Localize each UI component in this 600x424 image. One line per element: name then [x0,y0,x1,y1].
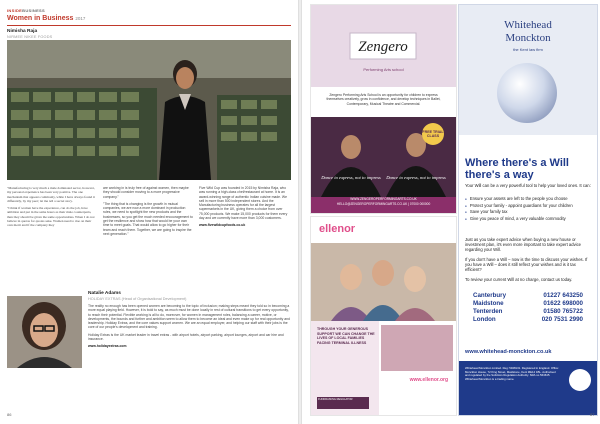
left-page [0,0,298,424]
whm-para: To review your current Will at no charge, contact us today. [465,277,573,282]
whm-bullet: ● Protect your family - appoint guardians for your children [465,203,593,210]
zengero-ad[interactable] [310,4,457,214]
whm-url[interactable]: www.whitehead-monckton.co.uk [465,349,552,355]
byline2-name: Natalie Adams [88,291,121,296]
ellenor-ad[interactable] [310,216,457,416]
masthead [7,8,45,13]
whm-para: Just as you take expert advice when buying a new house or investment plan, it's even more important to take expert advice regarding your Will. [465,237,582,253]
ellenor-family-graphic [311,243,456,321]
article2-paragraph: The reality no enough has been opened women are becoming to the topic of inclusion; making steps meant they told so in becoming a more equal playing field. However, it is bold to say, as much must be done locally in rest of cultural transitions to get every opportunity, to reach their potential. Flexible working is all to do, moreover, for women in management roles, balancing a career, motive, or developments, the bounds and further and ambition seem to allow them to become an ideal and even make up for real opportunity and leadership. Holiday Extras, and the core values support women. We are an equal employer, and helping our staff with their jobs is the core of our people's development and training. [88,304,290,330]
accreditation-logo-icon [569,369,591,391]
whm-intro: Your Will can be a very powerful tool to help your loved ones. It can: [465,183,591,188]
office-phone: 020 7531 2990 [541,316,583,323]
article2-url[interactable]: www.holidayextras.com [88,344,127,349]
byline-name: Nimisha Raja [7,29,38,34]
article1-col-left [7,186,97,231]
article2-paragraph: Holiday Extras is the UK market leader in travel extras - with airport hotels, airport parking, airport lounges, airport and car hire and insurance. [88,332,284,342]
zengero-footer-url[interactable]: WWW.ZENGEROPERFORMINGARTS.CO.UK [350,197,417,201]
right-page [302,0,600,424]
whm-headline: Where there's a Will there's a way [465,157,569,181]
whitehead-monckton-ad[interactable] [458,4,598,416]
whm-office-row[interactable] [473,292,583,300]
whm-office-row[interactable] [473,308,583,316]
section-name: Women in Business [7,15,74,22]
factory-photo [7,40,291,180]
free-trial-badge: FREE TRIAL CLASS [422,123,444,145]
article1-col-right [199,186,291,231]
portrait-photo [7,296,82,368]
portrait-photo-graphic [7,296,82,368]
ellenor-photo-secondary [381,325,453,371]
header-rule [7,25,291,26]
whm-bullet: ● Save your family tax [465,209,593,216]
whm-office-list [473,292,583,324]
ellenor-message: THROUGH YOUR GENEROUS SUPPORT WE CAN CHANGE THE LIVES OF LOCAL FAMILIES FACING TERMINAL ILLNESS [317,327,375,345]
article2-body [88,304,291,352]
crystal-ball-icon [497,63,557,123]
office-town: London [473,316,496,323]
whm-bullets [465,196,593,222]
section-title [7,15,85,22]
masthead-brand-sub: BUSINESS [22,8,45,13]
office-phone: 01227 643250 [543,292,583,299]
ellenor-url[interactable]: www.ellenor.org [409,377,448,383]
office-town: Maidstone [473,300,504,307]
office-town: Tenterden [473,308,503,315]
hoodie-text-right: Dance to express, not to impress [386,175,446,180]
zengero-header [311,5,456,87]
office-phone: 01622 698000 [543,300,583,307]
article1-paragraph: Five Wild Cup was founded in 2015 by Nimisha Raja, who was running a high-class chef/restaurant at home. It is an award-winning range of authentic Indian cuisine made. We sell in more than 500 independent stores. And the Manufacturing business operates for all the largest supermarkets in the UK, giving them a choice from over 75,000 products. We make 15,000 products for them every day and we currently have more than 3,000 customers. [199,186,288,221]
whm-para: If you don't have a Will – now is the time to discuss your wishes. If you have a Will – does it still reflect your wishes and is it tax efficient? [465,257,588,273]
byline-role: NIRMEE NIKEE FOODS [7,35,53,39]
whm-office-row[interactable] [473,300,583,308]
ellenor-photo [311,243,456,321]
zengero-footer [311,197,456,213]
zengero-footer-contact: HELLO@ZENGEROPERFORMINGARTS.CO.UK | 07000 000000 [336,202,431,206]
whm-name-line1: Whitehead [504,19,552,31]
whm-name-line2: Monckton [505,32,551,44]
zengero-tagline: Performing Arts school [363,67,404,72]
whm-bullet: ● Ensure your assets are left to the people you choose [465,196,593,203]
fundraising-regulator-badge: FUNDRAISING REGULATOR [317,397,369,409]
article1-paragraph: are working in is truly free of against women, then maybe they should consider moving to a more progressive company." [103,186,189,199]
masthead-brand: INSIDE [7,8,23,13]
office-phone: 01580 765722 [543,308,583,315]
svg-text:Zengero: Zengero [358,39,408,55]
hoodie-text-left: Dance to express, not to impress [321,175,381,180]
page-number-right: 87 [590,412,595,417]
page-number-left: 86 [7,412,12,417]
ellenor-logo: ellenor [319,223,356,235]
article1-url[interactable]: www.fivewildcupfoods.co.uk [199,223,246,228]
article1-col-mid [103,186,193,239]
zengero-body: Zengero Performing Arts School is an opportunity for children to express themselves creatively, grow in confidence, and develop techniques in Ballet, Contemporary, Musical Theatre and Commercial. [326,93,441,106]
byline2-role: HOLIDAY EXTRAS (Head of Organisational Development) [88,297,187,301]
zengero-logo-icon [349,27,417,65]
whm-subtitle: the Kent law firm [513,47,543,52]
factory-photo-graphic [7,40,291,180]
article1-paragraph: "Manufacturing is very much a male dominated sector, however, my personal experience has been very positive. The one mechanism that appears commonly, while I have always found it differently, by my peer; let me tell a secret story. [7,186,95,203]
article1-paragraph: "I think if women have the experience, can do the job, have ambition and put in the same hours as their male counterparts, then they should be given the same opportunities. When I do not believe in quotas for quotas sake. Women need to rise on their own merit and if the company they [7,206,95,228]
whm-office-row[interactable] [473,316,583,324]
whm-logo [459,19,597,45]
whm-bullet: ● Give you peace of mind, a very valuable commodity [465,216,593,223]
whm-footer [459,361,597,415]
whm-header [459,5,597,135]
whm-footer-text: Whitehead Monckton Limited. Reg: 5948131. Registered in England. Office: Monckton House, 72 King Street, Maidstone, Kent ME14 1BL. Authorised and regulated by the Solicitors Regulation Authority. SRA no 564645. Whitehead Monckton is a trading name. [465,366,559,381]
office-town: Canterbury [473,292,507,299]
article1-paragraph: "The thing that is changing is the growth in mutual companies, we are now a more dominant in production rules, we need to spotlight the new products and the businesses, so you get the much needed encouragement to get the resilience and show how that would be your own time to meet goals. That would allow to go higher for their team and reach them. Together, we are going to inspire the next generation." [103,201,193,236]
section-year: 2017 [75,16,86,21]
